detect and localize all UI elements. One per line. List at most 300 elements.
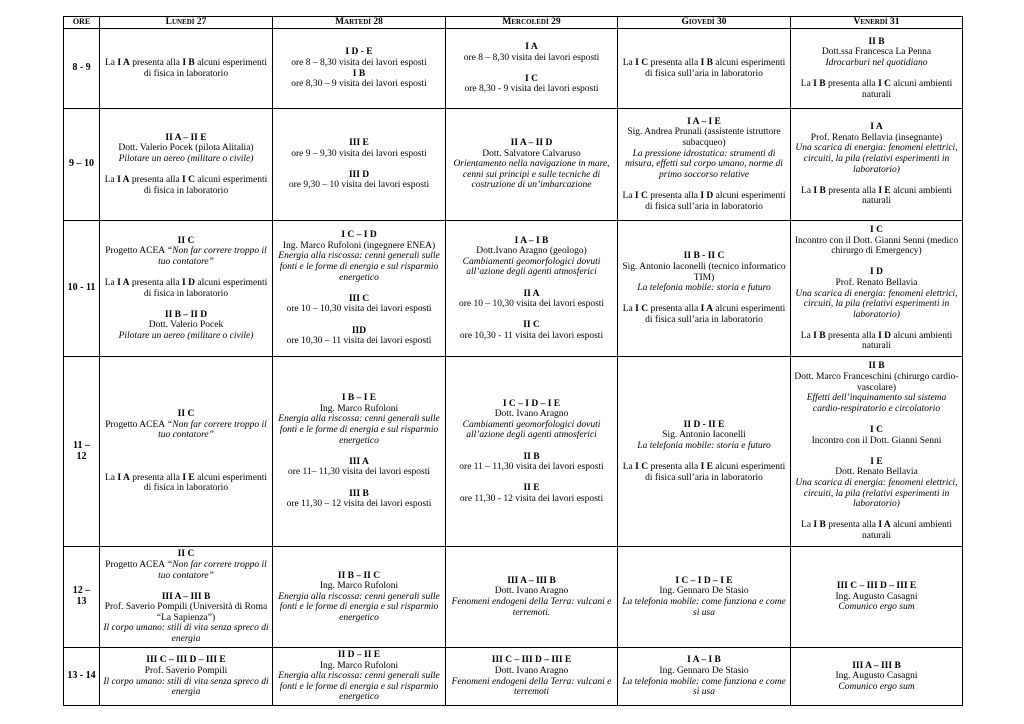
schedule-cell: [791, 357, 963, 547]
schedule-cell: [273, 109, 446, 221]
cell-line: [103, 602, 269, 623]
cell-line: [276, 47, 442, 58]
plain-text: Dott.ssa Francesca La Penna: [821, 47, 932, 58]
plain-text: Ing. Marco Rufoloni: [319, 660, 399, 671]
class-label: I A: [878, 520, 891, 531]
cell-line: [103, 143, 269, 154]
plain-text: La: [800, 330, 814, 341]
cell-line: [621, 127, 787, 148]
table-row: [64, 109, 963, 221]
cell-line: [103, 666, 269, 677]
schedule-cell: [618, 29, 791, 109]
cell-line: [794, 520, 959, 541]
cell-line: [276, 393, 442, 404]
topic-text: La telefonia mobile: storia e futuro: [637, 283, 771, 294]
header-row: [64, 17, 963, 29]
topic-text: Effetti dell’inquinamento sul sistema cardio-respiratorio e circolatorio: [806, 393, 947, 414]
schedule-cell: [446, 648, 618, 706]
class-label: III B: [349, 488, 369, 499]
cell-line: [449, 257, 614, 278]
topic-text: Cambiamenti geomorfologici dovuti all’azione degli agenti atmosferici: [462, 419, 601, 441]
class-label: II D - II E: [683, 419, 725, 430]
cell-line: [276, 138, 442, 149]
cell-line: [794, 225, 959, 236]
cell-line: [103, 310, 269, 321]
cell-line: [276, 79, 442, 90]
class-label: I A: [117, 472, 130, 483]
class-label: II B: [868, 361, 885, 372]
class-label: I B: [813, 185, 826, 196]
cell-line: [103, 175, 269, 196]
plain-text: ore 8 – 8,30 visita dei lavori esposti: [463, 52, 600, 63]
class-label: I C: [635, 462, 649, 473]
plain-text: Sig. Antonio Iaconelli (tecnico informatico TIM): [622, 262, 786, 283]
plain-text: alcuni esperimenti di fisica in laboratorio: [143, 57, 268, 79]
class-label: III A: [349, 456, 369, 467]
plain-text: La: [104, 57, 118, 68]
spacer: [103, 581, 269, 592]
spacer: [103, 452, 269, 463]
class-label: I B: [813, 79, 826, 90]
class-label: III C: [348, 293, 370, 304]
cell-line: [621, 304, 787, 325]
schedule-cell: [618, 221, 791, 357]
plain-text: Dott. Renato Bellavia: [835, 467, 918, 478]
topic-text: Comunico ergo sum: [838, 681, 915, 692]
class-label: II E: [523, 483, 540, 494]
time-slot: 12 – 13: [64, 547, 100, 648]
cell-line: [794, 37, 959, 48]
class-label: III C – III D – III E: [836, 581, 917, 592]
cell-line: [449, 236, 614, 247]
plain-text: La: [801, 185, 814, 196]
topic-text: Il corpo umano: stili di vita senza spreco di energia: [103, 676, 269, 698]
plain-text: Dott.Ivano Aragno (geologo): [476, 246, 587, 257]
cell-line: [794, 267, 959, 278]
spacer: [794, 510, 959, 521]
cell-line: [276, 404, 442, 415]
cell-line: [103, 623, 269, 644]
plain-text: ore 10,30 - 11 visita dei lavori esposti: [459, 330, 604, 341]
cell-line: [276, 592, 442, 624]
plain-text: alcuni esperimenti di fisica in laboratorio: [143, 277, 268, 299]
cell-line: [794, 436, 959, 447]
cell-line: [276, 241, 442, 252]
topic-text: Fenomeni endogeni della Terra: vulcani e terremoti: [451, 676, 612, 698]
cell-line: [794, 47, 959, 58]
plain-text: ore 10 – 10,30 visita dei lavori esposti: [286, 304, 432, 315]
plain-text: ore 9 – 9,30 visita dei lavori esposti: [291, 148, 427, 159]
plain-text: La: [801, 520, 814, 531]
cell-line: [276, 251, 442, 283]
plain-text: Ing. Marco Rufoloni (ingegnere ENEA): [282, 240, 436, 251]
plain-text: ore 11– 11,30 visita dei lavori esposti: [287, 467, 431, 478]
plain-text: presenta alla: [648, 304, 701, 315]
schedule-cell: [446, 29, 618, 109]
cell-line: [276, 671, 442, 703]
plain-text: Ing. Augusto Casagni: [835, 591, 918, 602]
cell-line: [621, 666, 787, 677]
class-label: III A – III B: [161, 591, 211, 602]
class-label: I B: [352, 68, 366, 79]
cell-line: [276, 581, 442, 592]
cell-line: [621, 117, 787, 128]
class-label: I C – I D: [341, 230, 377, 241]
schedule-cell: [446, 547, 618, 648]
table-row: [64, 547, 963, 648]
cell-line: [794, 425, 959, 436]
cell-line: [794, 671, 959, 682]
cell-line: [276, 326, 442, 337]
plain-text: presenta alla: [648, 57, 701, 68]
cell-line: [276, 58, 442, 69]
schedule-cell: [100, 547, 273, 648]
class-label: I C: [878, 79, 892, 90]
topic-text: “Non far correre troppo il tuo contatore”: [158, 559, 267, 581]
schedule-cell: [273, 648, 446, 706]
cell-line: [794, 361, 959, 372]
spacer: [794, 320, 959, 331]
cell-line: [276, 467, 442, 478]
class-label: I B: [700, 57, 713, 68]
topic-text: Orientamento nella navigazione in mare, cenni sui principi e sulle tecniche di costruzione di un’imbarcazione: [453, 159, 610, 191]
plain-text: Sig. Antonio Iaconelli: [662, 430, 746, 441]
cell-line: [276, 457, 442, 468]
cell-line: [449, 53, 614, 64]
plain-text: La: [104, 277, 118, 288]
spacer: [103, 267, 269, 278]
cell-line: [276, 304, 442, 315]
class-label: I E: [878, 185, 891, 196]
cell-line: [794, 372, 959, 393]
schedule-cell: [100, 648, 273, 706]
class-label: II B: [523, 451, 540, 462]
cell-line: [794, 478, 959, 510]
class-label: I A: [700, 304, 713, 315]
cell-line: [449, 74, 614, 85]
class-label: III A – III B: [507, 575, 556, 586]
plain-text: presenta alla: [129, 472, 183, 483]
topic-text: Energia alla riscossa: cenni generali sulle fonti e le forme di energia e sul risparmio energetico: [278, 414, 440, 446]
class-label: I C: [870, 425, 883, 436]
cell-line: [621, 262, 787, 283]
class-label: II C: [177, 409, 195, 420]
cell-line: [449, 331, 614, 342]
spacer: [449, 63, 614, 74]
cell-line: [103, 133, 269, 144]
class-label: III E: [349, 138, 369, 149]
plain-text: La: [622, 304, 636, 315]
plain-text: Ing. Gennaro De Stasio: [659, 665, 749, 676]
cell-line: [276, 149, 442, 160]
schedule-cell: [618, 109, 791, 221]
plain-text: Ing. Marco Rufoloni: [319, 403, 399, 414]
plain-text: alcuni esperimenti di fisica sull’aria in laboratorio: [645, 57, 786, 79]
plain-text: Prof. Renato Bellavia: [835, 277, 918, 288]
plain-text: Dott. Ivano Aragno: [494, 665, 569, 676]
topic-text: Energia alla riscossa: cenni generali sulle fonti e le forme di energia e sul risparmio energetico: [278, 251, 440, 283]
cell-line: [621, 191, 787, 212]
plain-text: Dott. Salvatore Calvaruso: [482, 148, 581, 159]
cell-line: [621, 597, 787, 618]
plain-text: Progetto ACEA: [105, 419, 167, 430]
class-label: III A – III B: [852, 660, 901, 671]
cell-line: [103, 560, 269, 581]
cell-line: [794, 79, 959, 100]
cell-line: [794, 278, 959, 289]
class-label: I A: [117, 175, 130, 186]
plain-text: Ing. Augusto Casagni: [835, 671, 918, 682]
plain-text: La: [622, 190, 635, 201]
cell-line: [794, 457, 959, 468]
schedule-cell: [100, 221, 273, 357]
cell-line: [794, 186, 959, 207]
cell-line: [794, 467, 959, 478]
plain-text: alcuni ambienti naturali: [861, 520, 952, 541]
schedule-cell: [618, 547, 791, 648]
time-slot: 10 - 11: [64, 221, 100, 357]
spacer: [794, 414, 959, 425]
schedule-cell: [791, 221, 963, 357]
class-label: I D: [700, 190, 714, 201]
topic-text: Una scarica di energia: fenomeni elettrici, circuiti, la pila (relativi esperimenti in laboratorio): [795, 288, 958, 320]
spacer: [276, 446, 442, 457]
plain-text: Prof. Saverio Pompili: [144, 665, 228, 676]
cell-line: [621, 586, 787, 597]
plain-text: La: [800, 79, 814, 90]
cell-line: [276, 180, 442, 191]
class-label: I A – I B: [687, 655, 721, 666]
plain-text: Incontro con il Dott. Gianni Senni (medico chirurgo di Emergency): [794, 235, 959, 257]
class-label: I D: [870, 267, 883, 278]
spacer: [621, 180, 787, 191]
class-label: I C: [635, 304, 649, 315]
class-label: IID: [351, 325, 367, 336]
plain-text: presenta alla: [648, 462, 701, 473]
plain-text: Ing. Gennaro De Stasio: [659, 586, 749, 597]
time-slot: 9 – 10: [64, 109, 100, 221]
class-label: II B – II D: [164, 309, 208, 320]
plain-text: Dott. Ivano Aragno: [494, 409, 569, 420]
time-slot: 8 - 9: [64, 29, 100, 109]
spacer: [449, 310, 614, 321]
class-label: II C: [523, 320, 540, 331]
topic-text: Energia alla riscossa: cenni generali sulle fonti e le forme di energia e sul risparmio energetico: [278, 591, 440, 623]
cell-line: [103, 246, 269, 267]
class-label: I C: [634, 190, 648, 201]
schedule-cell: [791, 29, 963, 109]
topic-text: Cambiamenti geomorfologici dovuti all’azione degli agenti atmosferici: [462, 256, 601, 278]
schedule-cell: [100, 357, 273, 547]
cell-line: [794, 143, 959, 175]
schedule-cell: [273, 221, 446, 357]
cell-line: [621, 462, 787, 483]
class-label: I A: [117, 57, 130, 68]
cell-line: [449, 452, 614, 463]
plain-text: Sig. Andrea Prunali (assistente istruttore subacqueo): [627, 127, 781, 149]
plain-text: La: [104, 472, 118, 483]
cell-line: [103, 420, 269, 441]
cell-line: [621, 655, 787, 666]
class-label: II A – II E: [165, 132, 207, 143]
cell-line: [276, 294, 442, 305]
plain-text: Prof. Saverio Pompili (Università di Roma “La Sapienza”): [104, 602, 268, 623]
spacer: [103, 299, 269, 310]
plain-text: alcuni esperimenti di fisica sull’aria in laboratorio: [645, 190, 786, 212]
cell-line: [276, 170, 442, 181]
topic-text: La telefonia mobile: come funziona e come si usa: [622, 597, 786, 618]
class-label: I C – I D – I E: [502, 398, 561, 409]
plain-text: ore 11,30 – 12 visita dei lavori esposti: [286, 499, 432, 510]
cell-line: [276, 650, 442, 661]
class-label: II B: [868, 36, 885, 47]
plain-text: Ing. Marco Rufoloni: [319, 581, 399, 592]
spacer: [276, 315, 442, 326]
class-label: I E: [182, 472, 195, 483]
plain-text: alcuni esperimenti di fisica sull’aria in laboratorio: [645, 304, 786, 325]
spacer: [794, 69, 959, 80]
plain-text: ore 10,30 – 11 visita dei lavori esposti: [286, 336, 432, 347]
cell-line: [794, 682, 959, 693]
plain-text: La: [622, 57, 636, 68]
header-day: Martedì 28: [273, 17, 446, 29]
class-label: II B - II C: [683, 251, 725, 262]
header-ore: ORE: [64, 17, 100, 29]
table-row: [64, 648, 963, 706]
spacer: [449, 278, 614, 289]
cell-line: [103, 154, 269, 165]
topic-text: Comunico ergo sum: [838, 602, 915, 613]
cell-line: [276, 661, 442, 672]
plain-text: ore 10 – 10,30 visita dei lavori esposti: [458, 299, 605, 310]
schedule-table: [63, 16, 963, 706]
cell-line: [103, 592, 269, 603]
cell-line: [449, 320, 614, 331]
class-label: II B – II C: [337, 570, 381, 581]
header-day: Venerdì 31: [791, 17, 963, 29]
cell-line: [276, 414, 442, 446]
class-label: I C: [525, 73, 538, 84]
cell-line: [103, 320, 269, 331]
plain-text: presenta alla: [825, 185, 879, 196]
cell-line: [621, 441, 787, 452]
topic-text: La telefonia mobile: come funziona e come si usa: [622, 676, 786, 698]
plain-text: Progetto ACEA: [105, 559, 167, 570]
cell-line: [449, 597, 614, 618]
class-label: I C: [182, 175, 195, 186]
time-slot: 11 – 12: [64, 357, 100, 547]
spacer: [276, 478, 442, 489]
plain-text: Dott. Valerio Pocek: [148, 320, 224, 331]
plain-text: Prof. Renato Bellavia (insegnante): [810, 132, 943, 143]
schedule-cell: [618, 648, 791, 706]
schedule-cell: [446, 357, 618, 547]
plain-text: ore 8,30 - 9 visita dei lavori esposti: [464, 84, 599, 95]
plain-text: presenta alla: [129, 175, 183, 186]
cell-line: [103, 409, 269, 420]
plain-text: presenta alla: [825, 330, 879, 341]
class-label: I A: [525, 42, 538, 53]
cell-line: [621, 58, 787, 79]
cell-line: [103, 677, 269, 698]
cell-line: [794, 581, 959, 592]
class-label: I B – I E: [341, 393, 377, 404]
class-label: I D: [182, 277, 195, 288]
class-label: III C – III D – III E: [146, 655, 226, 666]
cell-line: [449, 586, 614, 597]
table-row: [64, 357, 963, 547]
cell-line: [449, 84, 614, 95]
cell-line: [449, 420, 614, 441]
plain-text: ore 8 – 8,30 visita dei lavori esposti: [291, 57, 427, 68]
cell-line: [103, 331, 269, 342]
time-slot: 13 - 14: [64, 648, 100, 706]
class-label: I B: [813, 330, 826, 341]
cell-line: [449, 409, 614, 420]
class-label: I A: [117, 277, 130, 288]
schedule-cell: [618, 357, 791, 547]
plain-text: presenta alla: [129, 277, 183, 288]
class-label: II C: [177, 235, 195, 246]
topic-text: Pilotare un aereo (militare o civile): [118, 153, 254, 164]
class-label: II A: [523, 288, 540, 299]
schedule-cell: [273, 29, 446, 109]
cell-line: [794, 393, 959, 414]
cell-line: [449, 677, 614, 698]
spacer: [276, 283, 442, 294]
class-label: III C – III D – III E: [491, 655, 572, 666]
plain-text: Dott. Ivano Aragno: [494, 586, 569, 597]
schedule-cell: [100, 109, 273, 221]
class-label: I A – I E: [687, 116, 721, 127]
class-label: I A – I B: [514, 235, 549, 246]
cell-line: [621, 149, 787, 181]
schedule-cell: [273, 547, 446, 648]
plain-text: alcuni ambienti naturali: [861, 79, 953, 100]
topic-text: Una scarica di energia: fenomeni elettrici, circuiti, la pila (relativi esperimenti in laboratorio): [795, 143, 958, 175]
plain-text: ore 11,30 - 12 visita dei lavori esposti: [459, 493, 604, 504]
class-label: II C: [177, 549, 195, 560]
cell-line: [621, 251, 787, 262]
class-label: III D: [348, 169, 370, 180]
schedule-cell: [273, 357, 446, 547]
cell-line: [449, 289, 614, 300]
class-label: I C: [635, 57, 649, 68]
topic-text: Una scarica di energia: fenomeni elettrici, circuiti, la pila (relativi esperimenti in laboratorio): [795, 477, 958, 510]
cell-line: [794, 602, 959, 613]
spacer: [103, 165, 269, 176]
class-label: I B: [813, 520, 826, 531]
spacer: [103, 462, 269, 473]
spacer: [794, 175, 959, 186]
spacer: [621, 294, 787, 305]
cell-line: [794, 58, 959, 69]
plain-text: Progetto ACEA: [105, 246, 167, 257]
schedule-cell: [446, 221, 618, 357]
cell-line: [103, 278, 269, 299]
table-row: [64, 29, 963, 109]
cell-line: [794, 331, 959, 352]
cell-line: [276, 499, 442, 510]
cell-line: [103, 549, 269, 560]
plain-text: presenta alla: [825, 520, 879, 531]
cell-line: [449, 399, 614, 410]
class-label: I E: [870, 456, 883, 467]
class-label: II D – II E: [337, 650, 381, 661]
cell-line: [449, 483, 614, 494]
cell-line: [276, 230, 442, 241]
topic-text: Idrocarburi nel quotidiano: [825, 57, 928, 68]
